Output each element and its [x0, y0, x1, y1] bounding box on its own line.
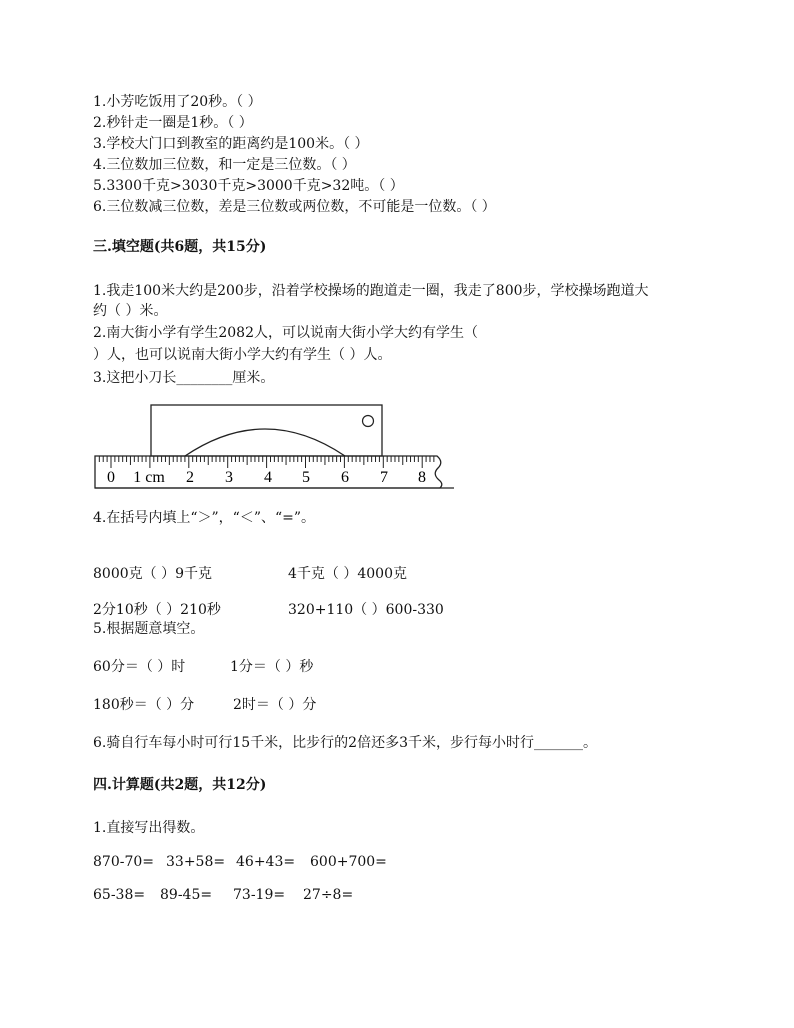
fill-q4: 4.在括号内填上“＞”，“＜”、“=”。 [93, 510, 316, 526]
fill-q1-line2: 约（ ）米。 [93, 303, 168, 319]
ruler-label-5: 5 [302, 469, 310, 486]
q5-item-1: 60分＝（ ）时 [93, 659, 186, 675]
fill-q6: 6.骑自行车每小时可行15千米，比步行的2倍还多3千米，步行每小时行_______。 [93, 735, 597, 751]
q5-item-2: 1分＝（ ）秒 [230, 659, 314, 675]
q4-item-2: 4千克（ ）4000克 [288, 566, 407, 582]
ruler-figure [92, 402, 462, 494]
ruler-label-6: 6 [341, 469, 349, 486]
ruler-ticks [99, 456, 434, 468]
ruler-label-3: 3 [225, 469, 233, 486]
knife-arc [185, 429, 345, 456]
judge-item-3: 3.学校大门口到教室的距离约是100米。（ ） [93, 136, 369, 152]
q5-item-4: 2时＝（ ）分 [233, 697, 317, 713]
calc-item-3: 46+43= [236, 854, 296, 870]
ruler-label-1: 1 cm [133, 469, 165, 486]
calc-item-7: 73-19= [233, 887, 286, 903]
calc-item-5: 65-38= [93, 887, 146, 903]
judge-item-4: 4.三位数加三位数，和一定是三位数。（ ） [93, 157, 356, 173]
judge-item-1: 1.小芳吃饭用了20秒。（ ） [93, 94, 262, 110]
ruler-label-0: 0 [107, 469, 115, 486]
fill-q3: 3.这把小刀长________厘米。 [93, 370, 275, 386]
judge-item-5: 5.3300千克>3030千克>3000千克>32吨。（ ） [93, 178, 404, 194]
calc-item-2: 33+58= [166, 854, 226, 870]
q4-item-4: 320+110（ ）600-330 [288, 602, 444, 618]
fill-q5: 5.根据题意填空。 [93, 621, 205, 637]
judge-item-2: 2.秒针走一圈是1秒。（ ） [93, 115, 253, 131]
q5-item-3: 180秒＝（ ）分 [93, 697, 195, 713]
ruler-label-8: 8 [418, 469, 426, 486]
judge-item-6: 6.三位数减三位数，差是三位数或两位数，不可能是一位数。（ ） [93, 199, 496, 215]
calc-item-6: 89-45= [160, 887, 213, 903]
section3-title: 三.填空题(共6题，共15分) [93, 239, 267, 255]
section4-title: 四.计算题(共2题，共12分) [93, 777, 267, 793]
calc-item-1: 870-70= [93, 854, 154, 870]
fill-q1-line1: 1.我走100米大约是200步，沿着学校操场的跑道走一圈，我走了800步，学校操场跑道大 [93, 283, 649, 299]
q4-item-3: 2分10秒（ ）210秒 [93, 602, 221, 618]
calc-q1: 1.直接写出得数。 [93, 820, 205, 836]
q4-item-1: 8000克（ ）9千克 [93, 566, 212, 582]
ruler-label-2: 2 [186, 469, 194, 486]
fill-q2-line2: ）人，也可以说南大街小学大约有学生（ ）人。 [93, 347, 392, 363]
calc-item-4: 600+700= [310, 854, 387, 870]
knife-hole [363, 416, 374, 427]
ruler-label-7: 7 [380, 469, 388, 486]
calc-item-8: 27÷8= [303, 887, 354, 903]
fill-q2-line1: 2.南大街小学有学生2082人，可以说南大街小学大约有学生（ [93, 325, 478, 341]
knife-blade [151, 405, 382, 456]
ruler-label-4: 4 [264, 469, 272, 486]
